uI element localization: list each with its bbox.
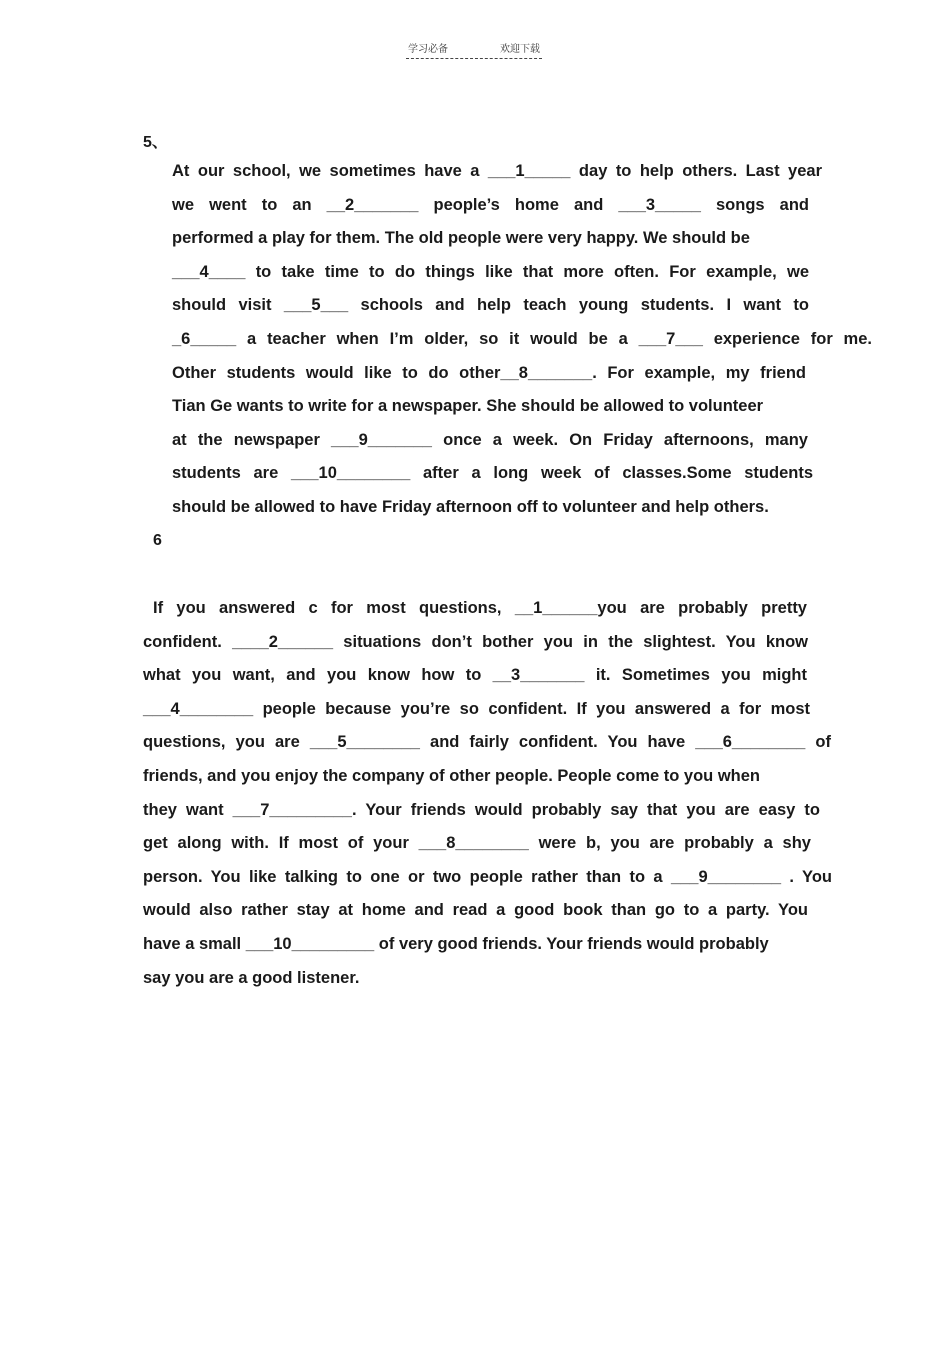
passage-line: confident. ____2______ situations don’t bother you in the slightest. You know <box>143 632 808 651</box>
passage-line: Other students would like to do other__8_______. For example, my friend <box>172 363 806 382</box>
passage-line: what you want, and you know how to __3_______ it. Sometimes you might <box>143 666 807 685</box>
passage-line: person. You like talking to one or two people rather than to a ___9________ . You <box>143 867 832 886</box>
passage-line: questions, you are ___5________ and fairly confident. You have ___6________ of <box>143 733 831 752</box>
question-number-5: 5、 <box>143 134 168 151</box>
passage-line: Tian Ge wants to write for a newspaper. She should be allowed to volunteer <box>172 397 764 416</box>
passage-line: we went to an __2_______ people’s home and ___3_____ songs and <box>172 195 809 214</box>
passage-line: If you answered c for most questions, __1______you are probably pretty <box>153 599 807 617</box>
passage-6 <box>143 592 833 995</box>
passage-line: get along with. If most of your ___8________ were b, you are probably a shy <box>143 834 811 853</box>
page-header <box>406 40 542 59</box>
passage-line: should visit ___5___ schools and help teach young students. I want to <box>172 296 809 315</box>
passage-line: have a small ___10_________ of very good friends. Your friends would probably <box>143 934 769 953</box>
passage-5 <box>172 155 872 525</box>
passage-line: should be allowed to have Friday afternoon off to volunteer and help others. <box>172 497 769 516</box>
header-divider <box>406 58 542 59</box>
question-number-6: 6 <box>153 532 162 549</box>
passage-line: would also rather stay at home and read a good book than go to a party. You <box>143 901 808 920</box>
passage-line: say you are a good listener. <box>143 968 360 987</box>
passage-line: students are ___10________ after a long week of classes.Some students <box>172 464 813 483</box>
passage-line: performed a play for them. The old people were very happy. We should be <box>172 229 750 248</box>
passage-line: they want ___7_________. Your friends would probably say that you are easy to <box>143 800 820 819</box>
header-right-text: 欢迎下载 <box>500 44 540 55</box>
passage-line: friends, and you enjoy the company of other people. People come to you when <box>143 766 761 785</box>
passage-line: ___4________ people because you’re so confident. If you answered a for most <box>143 699 810 718</box>
header-left-text: 学习必备 <box>408 44 448 55</box>
passage-line: ___4____ to take time to do things like that more often. For example, we <box>172 262 809 281</box>
passage-line: _6_____ a teacher when I’m older, so it would be a ___7___ experience for me. <box>172 329 872 348</box>
passage-line: At our school, we sometimes have a ___1_____ day to help others. Last year <box>172 162 822 180</box>
passage-line: at the newspaper ___9_______ once a week. On Friday afternoons, many <box>172 430 808 449</box>
